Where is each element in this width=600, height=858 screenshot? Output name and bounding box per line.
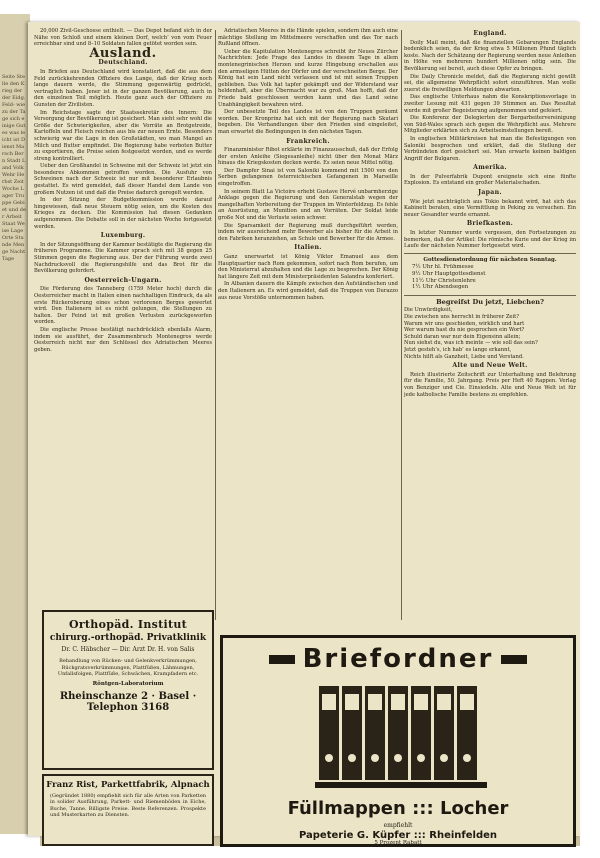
ad-description: (Gegründet 1880) empfiehlt sich für alle Arten von Parketten in solider Ausführung, Parkett- und Riemenböden in Eiche, Buche, Tanne. Billigste Preise. Beste Referenzen. Prospekte und Musterkarten zu Diensten. xyxy=(50,793,206,819)
column-2 xyxy=(218,28,398,620)
decorative-bar xyxy=(269,655,295,664)
previous-page-text: Seite Stelle den Krieg der der Eidg. Feld- wie zu der Tage sich einige Gutes was leicht ist Dienst Marsch Bern Stadt Land Volk Wehr Herbst Zeit Woche Lager Truppe Gebiet und der Arbeit Staat Weise Lage Orte Stunde Menge Nacht Tage xyxy=(2,74,26,262)
binder-finger-hole xyxy=(394,754,402,762)
section-heading-ausland: Ausland. xyxy=(89,45,157,61)
decorative-bar xyxy=(501,655,527,664)
binder-label xyxy=(322,694,336,710)
article-text: In englischen Militärkreisen hat man die Befestigungen von Saloniki besprochen und erklärt, daß die Stellung der Verbündeten dort gesichert sei. Man erwarte keinen baldigen Angriff der Bulgaren. xyxy=(404,135,576,162)
binder-label xyxy=(437,694,451,710)
section-heading-alte-neue-welt: Alte und Neue Welt. xyxy=(452,362,528,370)
poem-title: Begreifst Du jetzt, Liebchen? xyxy=(436,297,544,306)
binder-label xyxy=(414,694,428,710)
divider xyxy=(404,253,576,254)
column-rule xyxy=(215,30,216,620)
schedule-item: 11½ Uhr Christenlehre xyxy=(412,277,476,284)
newspaper-page xyxy=(28,22,580,846)
church-schedule xyxy=(404,253,576,291)
section-heading-briefkasten: Briefkasten. xyxy=(466,220,514,228)
article-text: In der Pulverfabrik Dupont ereignete sich eine fünfte Explosion. Es entstand ein großer Materialschaden. xyxy=(404,173,576,187)
article-text: In seinem Blatt La Victoire erhebt Gustave Hervé unbarmherzige Anklage gegen die Regierung und den Generalstab wegen der mangelhaften Vorbereitung der Truppen im Winterfeldzug. Es fehle an Ausrüstung, an Munition und an Vorräten. Der Soldat leide große Not und die Verluste seien schwer. xyxy=(218,188,398,222)
ad-rabatt: 5 Prozent Rabatt xyxy=(374,840,422,846)
article-text: Die Sparsamkeit der Regierung muß durchgeführt werden, indem wir ausreichend mehr Bewerber als bisher für die Arbeit in den Fabriken heranziehen, an Schule und Bewerber für die Armee. xyxy=(218,222,398,242)
article-text: In Albanien dauern die Kämpfe zwischen den Aufständischen und den Italienern an. Es wird gemeldet, daß die Truppen von Durazzo aus neue Vorstöße unternommen haben. xyxy=(218,281,398,301)
shelf xyxy=(315,782,487,788)
country-heading: Italien. xyxy=(294,244,322,252)
binder-finger-hole xyxy=(348,754,356,762)
ad-products xyxy=(223,798,573,819)
binder-row xyxy=(319,686,477,780)
article-text: In Briefen aus Deutschland wird konstatiert, daß die aus dem Feld zurückkehrenden Offiziere des Lange, daß der Krieg noch lange dauern werde, die Stimmung gegenwärtig gedrückt, vertraglich haben. Jener ist in der ganzen Bevölkerung, auch in den einzelnen Teil möglich. Heute ganz auch der Offiziere zu Gunsten der Zivilisten. xyxy=(34,68,212,108)
binder-finger-hole xyxy=(463,754,471,762)
article-text: Adriatischen Meeres in die Hände spielen, sondern ihm auch eine mächtige Stellung im Mittelmeere verschaffen und das Tor nach Rußland öffnen. xyxy=(218,28,398,48)
separator: ::: xyxy=(412,798,434,819)
schedule-item: 9½ Uhr Hauptgottesdienst xyxy=(412,271,486,277)
church-schedule-title: Gottesdienstordnung für nächsten Sonntag. xyxy=(423,256,557,263)
column-3 xyxy=(404,28,576,628)
poem-line: Nichts hilft als Ganzheit, Liebe und Verstand. xyxy=(404,353,524,360)
article-text: Ueber die Kapitulation Montenegros schreibt ihr Neues Zürcher Nachrichten: Jede Frage des Landes in diesem Tage in allem montenegrinischen Herzen und kurze Hingebung erschallen aus den armseligen Hütten der Dörfer und der verschneiten Berge. Der König hat sein Land nicht verlassen und ist mit seinen Truppen geblieben. Das Volk hat tapfer gekämpft und der Widerstand war heldenhaft, aber die Übermacht war zu groß. Man hofft, daß der Friede bald geschlossen werden kann und das Land seine Unabhängigkeit bewahren wird. xyxy=(218,48,398,108)
article-text: Die Förderung des Tanneberg (1759 Meter hoch) durch die Oesterreicher macht in Italien einen nachhaltigen Eindruck, da als erste Rückeroberung eines schon verlorenen Berges gewertet wird. Den Italienern ist es nicht gelungen, die Stellungen zu halten. Der Feind ist mit großen Verlusten zurückgeworfen worden. xyxy=(34,286,212,326)
separator: ::: xyxy=(413,830,426,841)
previous-page-edge xyxy=(0,14,30,834)
column-1 xyxy=(34,28,212,626)
binder-label xyxy=(368,694,382,710)
binders-illustration xyxy=(315,682,487,790)
country-heading: Luxemburg. xyxy=(100,232,146,240)
poem-line: Die Unwürdigkeit, xyxy=(404,307,453,314)
article-text: In der Sitzungsöffnung der Kammer bestätigte die Regierung die früheren Programme. Die Kammer sprach sich mit 38 gegen 25 Stimmen gegen die Regierung aus. Der der Führung wurde zwei Nachdrucksvoll die Regierungshilfe und das Brot für die Bevölkerung gefordert. xyxy=(34,241,212,275)
ad-title: Franz Rist, Parkettfabrik, Alpnach xyxy=(46,780,210,790)
poem-line: Die zwischen uns herrscht in früherer Zeit? xyxy=(404,313,520,320)
ad-address: Rheinschanze 2 · Basel · Telephon 3168 xyxy=(59,690,197,713)
poem-line: Warum wir uns geschieden, wirklich und hart xyxy=(404,320,525,327)
article-text: Wie jetzt nachträglich aus Tokio bekannt wird, hat sich das Kabinett beraten, eine Vermittlung in Peking zu versuchen. Ein neuer Gesandter wurde ernannt. xyxy=(404,198,576,218)
country-heading: Frankreich. xyxy=(286,137,330,145)
article-text: Ganz unerwartet ist König Viktor Emanuel aus dem Hauptquartier nach Rom gekommen, sofort nach Rom berufen, um den Ministerrat abzuhalten und die Lage zu besprechen. Der König hat längere Zeit mit dem Ministerpräsidenten Salandra konferiert. xyxy=(218,254,398,280)
article-text: Das englische Unterhaus nahm die Konskriptionsvorlage in zweiter Lesung mit 431 gegen 39 Stimmen an. Das Resultat wurde mit großer Begeisterung aufgenommen und gefeiert. xyxy=(404,94,576,114)
article-text: Finanzminister Ribot erklärte im Finanzausschuß, daß der Erfolg der ersten Anleihe (Siegesanleihe) nicht über den Monat März hinaus die Kriegskosten decken werde. Es seien neue Mittel nötig. xyxy=(218,147,398,167)
ad-parkettfabrik xyxy=(42,774,214,846)
ad-doctors: Dr. C. Häbscher — Dir. Arzt Dr. H. von Salis xyxy=(61,646,195,653)
binder-finger-hole xyxy=(440,754,448,762)
poem-line: Nun siehst du, was ich meinte — wie soll das sein? xyxy=(404,340,538,347)
schedule-item: 7½ Uhr hl. Frühmesse xyxy=(412,264,474,271)
country-heading: Deutschland. xyxy=(98,59,148,67)
poem-line: Wer warum hast du nie gesprochen ein Wort? xyxy=(404,327,525,334)
poem-box xyxy=(404,295,576,360)
article-text: Die Daily Chronicle meldet, daß die Regierung nicht gewillt sei, die allgemeine Wehrpflicht sofort einzuführen. Man wolle zuerst die freiwilligen Meldungen abwarten. xyxy=(404,73,576,93)
article-text: Reich illustrierte Zeitschrift zur Unterhaltung und Belehrung für die Familie, 50. Jahrgang. Preis per Heft 40 Rappen. Verlag von Benziger und Cie. Einsiedeln. Alte und Neue Welt ist für jede katholische Familie bestens zu empfehlen. xyxy=(404,371,576,398)
binder-label xyxy=(391,694,405,710)
country-heading: Amerika. xyxy=(473,164,507,172)
country-heading: England. xyxy=(473,30,507,37)
binder-finger-hole xyxy=(371,754,379,762)
shop-town: Rheinfelden xyxy=(429,830,498,841)
ad-empfiehlt: empfiehlt xyxy=(383,822,413,829)
article-text: Die englische Presse bestätigt nachdrücklich ebenfalls Alarm, indem sie ausführt, der Zusammenbruch Montenegros werde Oesterreich nicht nur den Schlüssel des Adriatischen Meeres geben. xyxy=(34,326,212,353)
article-text: Im Reichstage sagte der Staatssekretär des Innern: Die Versorgung der Bevölkerung ist gesichert. Man sieht sehr wohl die Größe der Schwierigkeiten, aber die Vorräte an Brotgetreide, Kartoffeln und Fleisch reichen aus bis zur neuen Ernte. Besonders schwierig war die Lage in den Großstädten, wo man Mangel an Milch und Butter empfindet. Die Regierung habe verboten Butter zu exportieren, die Preise seien festgesetzt worden, und es werde streng kontrolliert. xyxy=(34,109,212,162)
ad-briefordner xyxy=(220,635,576,847)
shop-name: Papeterie G. Küpfer xyxy=(298,830,411,841)
ad-title-text: Briefordner xyxy=(302,644,494,674)
article-text: In letzter Nummer wurde vergessen, den Fortsetzungen zu bemerken, daß der Artikel: Die römische Kurie und der Krieg im Laufe der nächsten Nummer fortgesetzt wird. xyxy=(404,230,576,250)
article-text: Ueber den Großhandel in Schweine mit der Schweiz ist jetzt ein besonderes Abkommen getroffen worden. Die Ausfuhr von Schweinen nach der Schweiz ist nur mit besonderer Erlaubnis gestattet. Es wird gemeldet, daß dieser Handel dem Lande von großem Nutzen ist und daß die Preise dadurch geregelt werden. xyxy=(34,163,212,196)
article-text: Der unbesetzte Teil des Landes ist von den Truppen geräumt worden. Der Kronprinz hat sich mit der Regierung nach Skutari begeben. Die Verhandlungen über den Frieden sind eingeleitet, man erwartet die Bedingungen in den nächsten Tagen. xyxy=(218,109,398,135)
ad-description: Behandlung von Rücken- und Gelenkverkrümmungen, Rückgratsverkrümmungen, Plattfüßen, Lähmungen, Unfallsfolgen, Plattfüße, Schwächen, Krampfadern etc. xyxy=(57,658,199,677)
ad-lab: Röntgen-Laboratorium xyxy=(92,680,164,687)
ad-orthopaedic-institute xyxy=(42,610,214,770)
ad-subtitle: chirurg.-orthopäd. Privatklinik xyxy=(49,633,207,643)
article-text: 20,000 Zivil-Geschosse enthielt. — Das Depot befand sich in der Nähe von Schloß und einem kleinen Dorf, welch’ von vom Feuer erreichbar sind und 8–10 Soldaten fallen getötet worden sein. xyxy=(34,28,212,48)
article-text: In der Sitzung der Budgetkommission wurde darauf hingewiesen, daß neue Steuern nötig seien, um die Kosten des Krieges zu decken. Die Kommission hat diesen Gedanken aufgenommen. Die Debatte soll in der nächsten Woche fortgesetzt werden. xyxy=(34,197,212,230)
country-heading: Oesterreich-Ungarn. xyxy=(84,276,162,284)
product-fuellmappen: Füllmappen xyxy=(287,798,406,819)
column-rule xyxy=(401,30,402,620)
binder-finger-hole xyxy=(325,754,333,762)
article-text: Die Konferenz der Delegierten der Bergarbeitervereinigung von Süd-Wales sprach sich gegen die Wehrpflicht aus. Mehrere Mitglieder erklärten sich zu Arbeitseinstellungen bereit. xyxy=(404,115,576,135)
ad-title xyxy=(223,644,573,674)
country-heading: Japan. xyxy=(478,189,502,197)
binder-finger-hole xyxy=(417,754,425,762)
ad-title: Orthopäd. Institut xyxy=(68,618,188,631)
binder-label xyxy=(345,694,359,710)
article-text: Doily Mail meint, daß die finanziellen Gebarungen Englands bedenklich seien, da der Krieg etwa 5 Millionen Pfund täglich koste. Nach der Schätzung der Regierung werden neue Anleihen in Höhe von mehreren hundert Millionen nötig sein. Die Bevölkerung sei bereit, auch diese Opfer zu bringen. xyxy=(404,39,576,72)
poem-line: Jetzt gesteh’s, ich hab’ es lange erkannt, xyxy=(404,346,512,353)
product-locher: Locher xyxy=(440,798,509,819)
schedule-item: 1½ Uhr Abendsegen xyxy=(412,284,469,291)
binder-label xyxy=(460,694,474,710)
poem-line: Schuld daran war nur dein Eigensinn allein; xyxy=(404,333,521,340)
article-text: Der Dampfer Sinai ist von Saloniki kommend mit 1500 von den Serben gefangenen österreichischen Gefangenen in Marseille eingetroffen. xyxy=(218,167,398,188)
